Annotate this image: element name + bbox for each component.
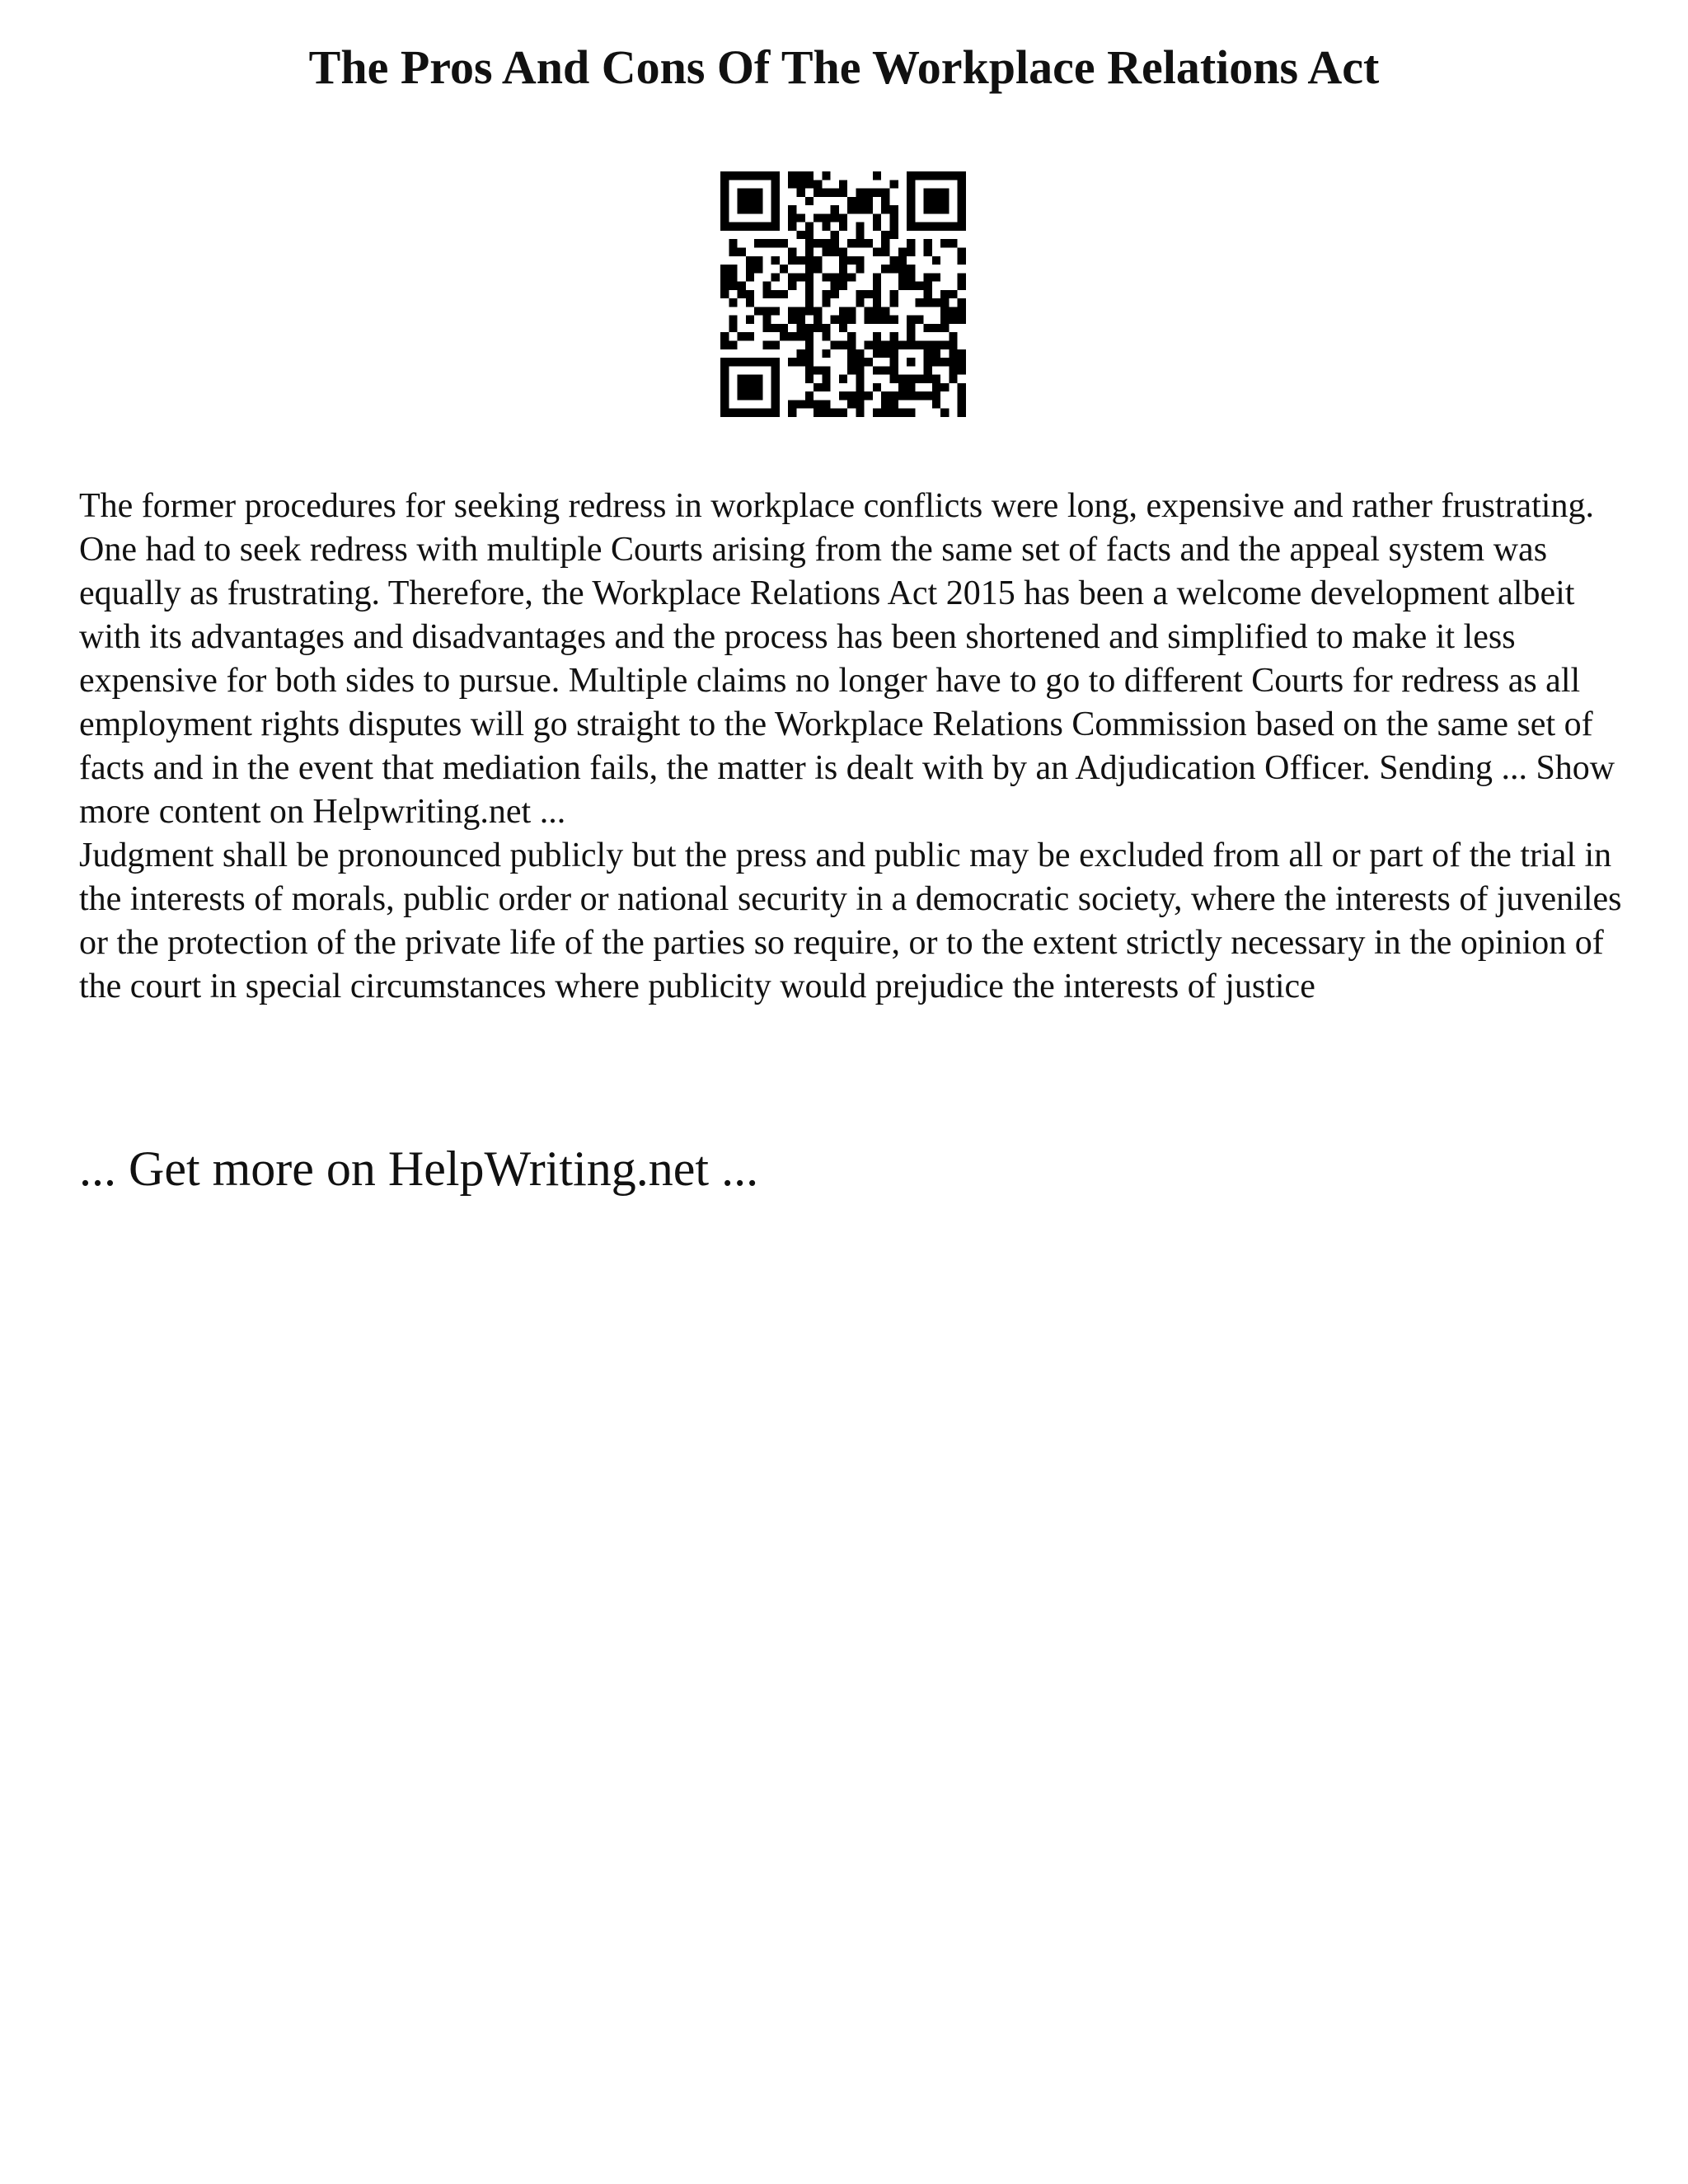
page-title: The Pros And Cons Of The Workplace Relations Act	[308, 40, 1380, 94]
paragraph-judgment: Judgment shall be pronounced publicly but the press and public may be excluded from all or part of the trial in the interests of morals, public order or national security in a democratic society, where the interests of juveniles or the protection of the private life of the parties so require, or to the extent strictly necessary in the opinion of the court in special circumstances where publicity would prejudice the interests of justice	[79, 837, 1622, 1005]
paragraph-intro: The former procedures for seeking redress in workplace conflicts were long, expensive and rather frustrating. One had to seek redress with multiple Courts arising from the same set of facts and the appeal system was equally as frustrating. Therefore, the Workplace Relations Act 2015 has been a welcome development albeit with its advantages and disadvantages and the process has been shortened and simplified to make it less expensive for both sides to pursue. Multiple claims no longer have to go to different Courts for redress as all employment rights disputes will go straight to the Workplace Relations Commission based on the same set of facts and in the event that mediation fails, the matter is dealt with by an Adjudication Officer. Sending ... Show more content on Helpwriting.net ...	[79, 487, 1615, 831]
get-more-link[interactable]: ... Get more on HelpWriting.net ...	[79, 1141, 759, 1196]
qr-code-graphic	[720, 171, 966, 417]
qr-code-icon	[720, 171, 966, 417]
body-text	[79, 485, 1629, 1009]
